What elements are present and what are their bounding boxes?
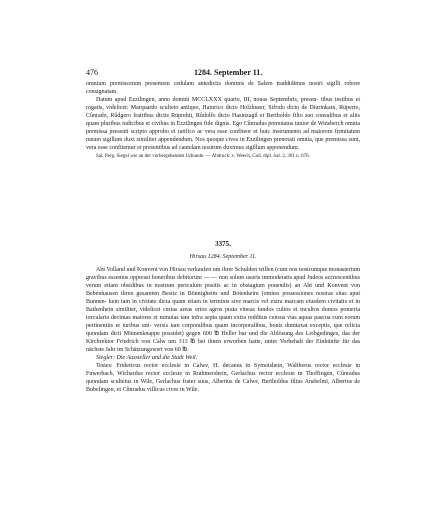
text-line: civibus in Ezzilingen fide dignis. Ego Cûnradus prenotatus iunior de Winsberch omnia	[151, 121, 361, 127]
text-line: versis tam corporalibus quam incorporalibus, bonis dumtaxat exceptis, que relicta quondam	[86, 323, 360, 337]
text-line: villicus cives in Wile.	[147, 387, 199, 393]
text-line: Sifrido dicto de Diurinkain, Rüperto, Cûnrado, Rûdgero fratribus dictis Rüprehti, Rûdolfo	[86, 105, 361, 119]
source-note: Sal. Perg. Siegel wie an der vorhergehenden Urkunde. — Abdruck: v. Weech, Cod. dipl. Sal. 2, 301 n. 676.	[96, 154, 310, 159]
text-line: dicti Minnenknappe possidet) gegen 600 ℔ Heller bar und die Ablösung des Leibgedinges,	[110, 331, 340, 337]
text-line: rector ecclesie in Fuwerbach, Wichardus rector ecclesie in Ruthmershein, Gerlachus rector	[86, 363, 361, 377]
document-number: 3375.	[215, 240, 231, 248]
page-number: 476	[86, 68, 98, 77]
text-line: cultos et incultos domos pomeria torcularia decimas maiores et minutas tam infra septa	[86, 307, 361, 321]
text-line: gesamten Besitz in Bönnigheim und Botenheim (omnes possessiones nostras sitas aput Bunnen-	[86, 291, 361, 305]
regest-paragraph	[86, 266, 360, 354]
text-line: Albertus de Calwe, Bertholdus filius Anshelmi, Albertus de Bobelingen, et Cûnradus	[86, 379, 360, 393]
text-line: der Einkünfte für das nächste Jahr im Schätzungswert von 60 ℔.	[86, 339, 360, 353]
text-line: sigilli robore consignatam.	[86, 81, 360, 95]
text-line: premissa presenti scripto approbo et ratifico ac vera esse confiteor et huic instrumento	[86, 129, 302, 135]
text-line: omnium premissorum presentem cedulam antedictis dominis de Salem traddidimus nostri	[86, 81, 323, 87]
text-line: quam extra redditus census vias aquas pascua cum eorum pertinentiis et iuribus uni-	[86, 315, 360, 329]
page-header	[86, 67, 360, 79]
text-line: ad maiorem firmitatem meum sigillum duxi similiter appendendum. Nos quoque cives	[86, 129, 361, 143]
text-line: in Ezzilingen prenotati omnia, que premissa sunt, vera esse confitemur et presentibus ad	[86, 137, 360, 151]
text-line: das der Kirchrektor Friedrich von Calw um 313 ℔ bei ihnen erworben hatte, unter Vorbehalt	[86, 331, 360, 345]
testes-paragraph	[86, 362, 360, 394]
text-line: Testes: Fridericus rector ecclesie in Calwe, H. decanus in Symotshein, Waltherus	[96, 363, 312, 369]
text-line: ecclesie in Thoffingen, Cûnradus quondam scultetus in Wile, Gerlachus frater suus,	[86, 371, 360, 385]
doc1-paragraph-1	[86, 80, 360, 96]
sealers-line: Siegler: Die Aussteller und die Stadt Weil.	[96, 355, 198, 361]
document-2-text	[86, 266, 360, 394]
dateline: Hirsau 1284. September 11.	[189, 254, 257, 260]
text-line: tibus testibus et rogatis, videlicet: Marquardo sculteto antiquo, Hainrico dicto Holzhuser,	[86, 97, 361, 111]
text-line: kein tam in civitate dicta quam etiam in terminis sive marcis vel extra marcam eiusdem	[108, 299, 326, 305]
text-line: Datum apud Ezzilingen, anno domini MCCLXXX quarto, III, nonas Septembris, presen-	[96, 97, 319, 103]
text-line: Abt Volland und Konvent von Hirsau verkaufen um ihrer Schulden willen (cum nos	[96, 267, 298, 273]
doc1-paragraph-2	[86, 96, 360, 152]
text-line: nostrumque monasterium gravibus essemus oppressi honeribus debitorum — — non	[86, 267, 361, 281]
text-line: civitatis et in Bathenhein similiter, videlicet curias areas ortos agros prata vineas fundos	[86, 299, 360, 313]
text-line: solum usuris immoderatis apud Judeos accrescentibus verum etiam obsidibus in nostrum	[86, 275, 361, 289]
running-head: 1284. September 11.	[194, 68, 263, 77]
document-1-text	[86, 80, 360, 160]
text-line: dicto Hasinzagil et Bertholdo filio suo consulibus et aliis quam pluribus iudicibus et	[86, 113, 360, 127]
text-line: periculum positis ac in obstagium ponendis) an Abt und Konvent von Bebenhausen ihren	[86, 283, 360, 297]
text-line: cautelam nostrum duximus sigillum apponendum.	[178, 145, 300, 151]
